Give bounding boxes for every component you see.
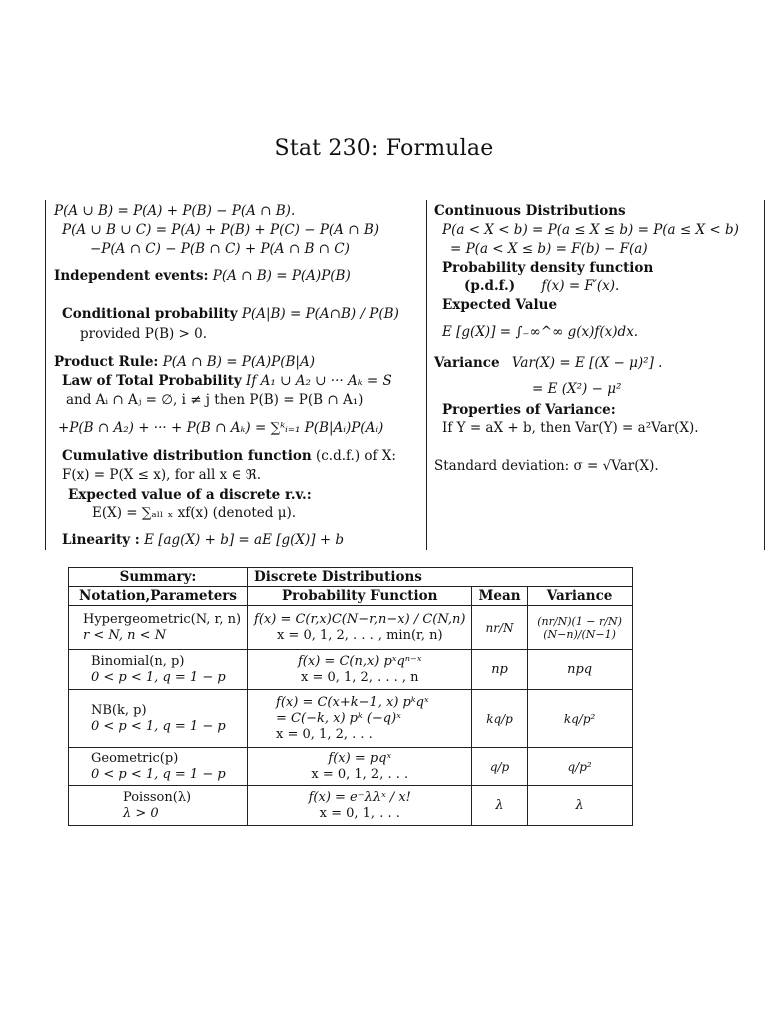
mean-cell: nr/N [472, 606, 527, 650]
mean-cell: np [472, 650, 527, 690]
distribution-parameters: 0 < p < 1, q = 1 − p [91, 669, 226, 685]
mean-cell: kq/p [472, 690, 527, 748]
rule-label: Independent events: [54, 268, 209, 284]
discrete-distributions-table [68, 567, 633, 826]
distribution-notation-cell [69, 690, 248, 748]
probability-function: f(x) = e⁻λλˣ / x! [308, 789, 411, 805]
table-row [69, 748, 633, 786]
summary-header: Summary: [69, 568, 248, 587]
cdf-definition [62, 448, 396, 464]
pdf-definition [464, 278, 619, 294]
expected-value-discrete-label: Expected value of a discrete r.v.: [68, 487, 312, 503]
rule-label: Law of Total Probability [62, 373, 242, 389]
table-header-row [69, 587, 633, 606]
union-three-events-formula: P(A ∪ B ∪ C) = P(A) + P(B) + P(C) − P(A ∩ B) [62, 222, 380, 238]
rule-label: Product Rule: [54, 354, 159, 370]
variance-linear-transform: If Y = aX + b, then Var(Y) = a²Var(X). [442, 420, 699, 436]
rule-formula: P(A ∩ B) = P(A)P(B|A) [162, 354, 315, 370]
probability-function: f(x) = C(r,x)C(N−r,n−x) / C(N,n) [254, 611, 466, 627]
probability-function-cell [248, 786, 472, 826]
variance-cell: kq/p² [527, 690, 632, 748]
distribution-notation-cell [69, 748, 248, 786]
expected-value-heading: Expected Value [442, 297, 558, 313]
support: x = 0, 1, 2, . . . [276, 726, 373, 742]
continuous-interval-probability: P(a < X < b) = P(a ≤ X ≤ b) = P(a ≤ X < b) [442, 222, 739, 238]
conditional-probability-rule [62, 306, 399, 322]
distribution-parameters: λ > 0 [123, 805, 159, 821]
table-row [69, 606, 633, 650]
expected-value-integral: E [g(X)] = ∫₋∞^∞ g(x)f(x)dx. [442, 324, 639, 340]
rule-formula: f(x) = F′(x). [541, 278, 620, 294]
union-three-events-continued: −P(A ∩ C) − P(B ∩ C) + P(A ∩ B ∩ C) [90, 241, 350, 257]
total-probability-condition: and Aᵢ ∩ Aⱼ = ∅, i ≠ j then P(B) = P(B ∩ A₁) [66, 392, 364, 408]
conditional-probability-proviso: provided P(B) > 0. [80, 326, 208, 342]
variance-cell: q/p² [527, 748, 632, 786]
rule-formula: Var(X) = E [(X − μ)²] . [511, 355, 663, 371]
linearity-rule [62, 532, 344, 548]
rule-label: Conditional probability [62, 306, 238, 322]
total-probability-law [62, 373, 392, 389]
distribution-parameters: 0 < p < 1, q = 1 − p [91, 718, 226, 734]
variance-properties-heading: Properties of Variance: [442, 402, 616, 418]
mean-column-header: Mean [472, 587, 527, 606]
pdf-heading: Probability density function [442, 260, 654, 276]
left-border [45, 200, 46, 550]
probability-function: f(x) = C(n,x) pˣqⁿ⁻ˣ [298, 653, 422, 669]
support: x = 0, 1, 2, . . . [311, 766, 409, 782]
standard-deviation-formula: Standard deviation: σ = √Var(X). [434, 458, 659, 474]
table-row [69, 650, 633, 690]
distribution-name: Poisson(λ) [123, 789, 192, 805]
mean-cell: λ [472, 786, 527, 826]
header-spacer [472, 568, 527, 587]
mean-cell: q/p [472, 748, 527, 786]
support: x = 0, 1, 2, . . . , n [300, 669, 419, 685]
support: x = 0, 1, . . . [319, 805, 400, 821]
independent-events-rule [54, 268, 351, 284]
probability-function-cell [248, 748, 472, 786]
union-two-events-formula: P(A ∪ B) = P(A) + P(B) − P(A ∩ B). [54, 203, 296, 219]
distribution-notation-cell [69, 650, 248, 690]
rule-formula: E [ag(X) + b] = aE [g(X)] + b [144, 532, 345, 548]
table-row [69, 690, 633, 748]
right-border [764, 200, 765, 550]
support: x = 0, 1, 2, . . . , min(r, n) [276, 627, 443, 643]
rule-formula: (c.d.f.) of X: [315, 448, 396, 464]
variance-cell: npq [527, 650, 632, 690]
distribution-notation-cell [69, 786, 248, 826]
probability-function: f(x) = C(x+k−1, x) pᵏqˣ [276, 694, 429, 710]
header-spacer [527, 568, 632, 587]
rule-label: Variance [434, 355, 500, 371]
probability-function-alternate: = C(−k, x) pᵏ (−q)ˣ [276, 710, 401, 726]
rule-formula: P(A|B) = P(A∩B) / P(B) [241, 306, 399, 322]
rule-label: (p.d.f.) [464, 278, 516, 294]
probability-function-column-header: Probability Function [248, 587, 472, 606]
probability-function: f(x) = pqˣ [328, 750, 392, 766]
rule-label: Linearity : [62, 532, 140, 548]
table-row [69, 786, 633, 826]
notation-column-header: Notation,Parameters [69, 587, 248, 606]
continuous-distributions-heading: Continuous Distributions [434, 203, 626, 219]
cdf-formula: F(x) = P(X ≤ x), for all x ∈ ℜ. [62, 467, 262, 483]
rule-label: Cumulative distribution function [62, 448, 312, 464]
distribution-parameters: 0 < p < 1, q = 1 − p [91, 766, 226, 782]
rule-formula: If A₁ ∪ A₂ ∪ ··· Aₖ = S [246, 373, 392, 389]
distribution-name: Binomial(n, p) [91, 653, 185, 669]
continuous-interval-cdf: = P(a < X ≤ b) = F(b) − F(a) [450, 241, 648, 257]
probability-function-cell [248, 650, 472, 690]
table-header-row [69, 568, 633, 587]
distribution-notation-cell [69, 606, 248, 650]
discrete-distributions-header: Discrete Distributions [248, 568, 472, 587]
variance-definition [434, 355, 662, 371]
distribution-name: Geometric(p) [91, 750, 179, 766]
variance-column-header: Variance [527, 587, 632, 606]
variance-cell: (nr/N)(1 − r/N)(N−n)/(N−1) [527, 606, 632, 650]
distribution-name: Hypergeometric(N, r, n) [83, 611, 242, 627]
variance-cell: λ [527, 786, 632, 826]
distribution-parameters: r < N, n < N [83, 627, 167, 643]
distribution-name: NB(k, p) [91, 702, 147, 718]
probability-function-cell [248, 690, 472, 748]
page-title: Stat 230: Formulae [274, 136, 494, 161]
expected-value-discrete-formula: E(X) = ∑ₐₗₗ ₓ xf(x) (denoted μ). [92, 505, 297, 521]
column-divider [426, 200, 427, 550]
rule-formula: P(A ∩ B) = P(A)P(B) [212, 268, 351, 284]
product-rule [54, 354, 315, 370]
variance-alternate-form: = E (X²) − μ² [532, 381, 622, 397]
total-probability-sum: +P(B ∩ A₂) + ··· + P(B ∩ Aₖ) = ∑ᵏᵢ₌₁ P(B|Aᵢ)P(Aᵢ) [58, 420, 384, 436]
probability-function-cell [248, 606, 472, 650]
